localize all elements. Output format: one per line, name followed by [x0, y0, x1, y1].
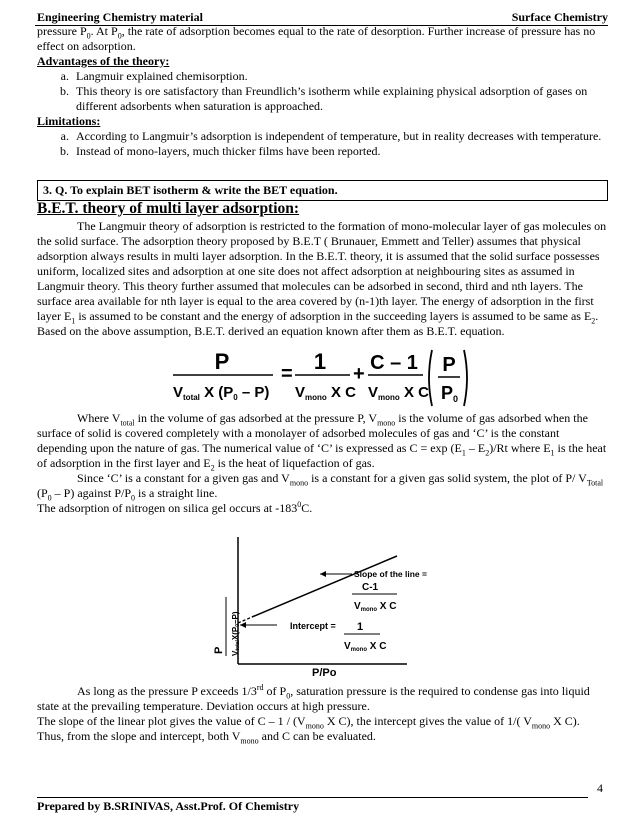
advantages-heading: Advantages of the theory: [37, 54, 170, 68]
slope-numerator: C-1 [362, 582, 379, 593]
advantages-section [37, 54, 610, 114]
plot-line-extrapolation [238, 617, 252, 623]
eq-lhs-denominator: $V_{total}$ X $(P_0 - P)$ [173, 384, 270, 402]
bet-plot [212, 529, 427, 679]
eq-ratio-numerator: P [442, 354, 456, 376]
header-title: Engineering Chemistry material [37, 10, 203, 24]
header-subject: Surface Chemistry [511, 10, 608, 24]
eq-term2-denominator: $V_{mono}$ X C [368, 384, 429, 402]
eq-equals-sign: = [281, 363, 293, 385]
limitation-item: b. Instead of mono-layers, much thicker films have been reported. [72, 144, 610, 159]
question-box [37, 180, 608, 201]
question-text: 3. Q. To explain BET isotherm & write the BET equation. [43, 183, 338, 197]
bet-equation [170, 347, 470, 409]
svg-text:P: P [213, 646, 225, 654]
y-axis-label [213, 597, 241, 656]
eq-term1-denominator: $V_{mono}$ X C [295, 384, 356, 402]
intercept-denominator: $V_{mono}$ X C [344, 641, 387, 653]
intro-paragraph: pressure $P_0$. At $P_0$, the rate of adsorption becomes equal to the rate of desorption. Further increase of pressure has no effect on adsorption. [37, 24, 596, 53]
slope-label: Slope of the line = [354, 569, 427, 579]
intercept-numerator: 1 [357, 621, 364, 633]
intercept-label: Intercept = [290, 621, 336, 631]
page-footer: Prepared by B.SRINIVAS, Asst.Prof. Of Chemistry [37, 797, 588, 814]
closing-paragraph: As long as the pressure P exceeds 1/3rd of $P_0$, saturation pressure is the required to condense gas into liquid state at the prevailing temperature. Deviation occurs at high pressure. The slope of the linear plot gives the value of C – $1 / (V_{mono}$ X C), the intercept gives the value of 1/( $V_{mono}$ X C). Thus, from the slope and intercept, both $V_{mono}$ and C can be evaluated. [37, 683, 590, 746]
advantage-item: b. This theory is ore satisfactory than Freundlich’s isotherm while explaining physical adsorption of gases on different adsorbents when saturation is approached. [72, 84, 610, 114]
eq-term1-numerator: 1 [313, 349, 327, 374]
bet-paragraph: The Langmuir theory of adsorption is restricted to the formation of mono-molecular layer of gas molecules on the solid surface. The adsorption theory proposed by B.E.T ( Brunauer, Emmett and Teller) assumes that physical adsorption always results in multi layer adsorption. In the B.E.T. theory, it is assumed that the solid surface possesses uniform, localized sites and adsorption at one site does not affect adsorption at neighbouring sites as assumed in Langmuir theory. This theory further assumed that molecules can be adsorbed in second, third and nth layers. The surface area available for nth layer is equal to the area covered by (n-1)th layer. The energy of adsorption in the first layer $E_1$ is assumed to be constant and the energy of adsorption in the succeeding layers is assumed to be same as $E_2$. Based on the above assumption, B.E.T. derived an equation known after them as B.E.T. equation. [37, 219, 607, 338]
limitations-section [37, 114, 610, 159]
page-number: 4 [597, 781, 603, 795]
eq-term2-numerator: C – 1 [370, 352, 418, 374]
where-paragraph: Where $V_{total}$ in the volume of gas adsorbed at the pressure P, $V_{mono}$ is the volume of gas adsorbed when the surface of solid is covered completely with a monolayer of adsorbed molecules of gas and ‘C’ is the constant depending upon the nature of gas. The numerical value of ‘C’ is expressed as $C = \exp (E_1 - E_2)/Rt$ where $E_1$ is the heat of adsorption in the first layer and $E_2$ is the heat of liquefaction of gas. Since ‘C’ is a constant for a given gas and $V_{mono}$ is a constant for a given gas solid system, the plot of P/ $V_{Total}$ $(P_0 - P)$ against $P/P_0$ is a straight line. The adsorption of nitrogen on silica gel occurs at $-183^0C$. [37, 411, 610, 516]
limitations-heading: Limitations: [37, 114, 101, 128]
eq-ratio-denominator: P0 [441, 383, 459, 404]
eq-plus-sign: + [353, 363, 365, 385]
svg-text:VtotalX(P0–P): VtotalX(P0–P) [231, 611, 241, 656]
nitrogen-line: The adsorption of nitrogen on silica gel occurs at $-183^0C$. [37, 500, 313, 515]
x-axis-label: P/Po [312, 667, 337, 679]
slope-denominator: $V_{mono}$ X C [354, 601, 397, 613]
limitation-item: a. According to Langmuir’s adsorption is independent of temperature, but in reality decreases with temperature. [72, 129, 610, 144]
advantage-item: a. Langmuir explained chemisorption. [72, 69, 610, 84]
bet-heading: B.E.T. theory of multi layer adsorption: [37, 200, 300, 217]
eq-lhs-numerator: P [214, 349, 230, 374]
